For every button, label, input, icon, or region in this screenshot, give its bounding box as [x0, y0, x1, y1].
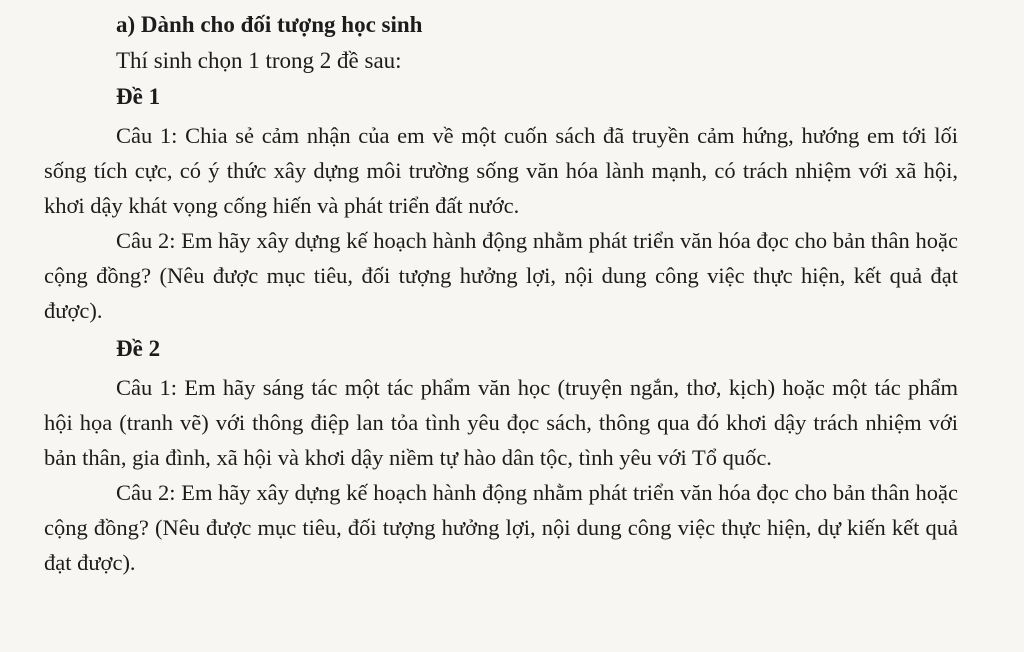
de1-question-2: Câu 2: Em hãy xây dựng kế hoạch hành động nhằm phát triển văn hóa đọc cho bản thân hoặc cộng đồng? (Nêu được mục tiêu, đối tượng hưởng lợi, nội dung công việc thực hiện, kết quả đạt được).	[44, 228, 958, 323]
de2-question-1: Câu 1: Em hãy sáng tác một tác phẩm văn học (truyện ngắn, thơ, kịch) hoặc một tác phẩm hội họa (tranh vẽ) với thông điệp lan tỏa tình yêu đọc sách, thông qua đó khơi dậy trách nhiệm với bản thân, gia đình, xã hội và khơi dậy niềm tự hào dân tộc, tình yêu với Tổ quốc.	[44, 375, 958, 470]
de2-question-2: Câu 2: Em hãy xây dựng kế hoạch hành động nhằm phát triển văn hóa đọc cho bản thân hoặc cộng đồng? (Nêu được mục tiêu, đối tượng hưởng lợi, nội dung công việc thực hiện, dự kiến kết quả đạt được).	[44, 480, 958, 575]
de1-question-1: Câu 1: Chia sẻ cảm nhận của em về một cuốn sách đã truyền cảm hứng, hướng em tới lối sống tích cực, có ý thức xây dựng môi trường sống văn hóa lành mạnh, có trách nhiệm với xã hội, khơi dậy khát vọng cống hiến và phát triển đất nước.	[44, 123, 958, 218]
de2-title: Đề 2	[116, 336, 161, 361]
de1-title: Đề 1	[116, 84, 161, 109]
section-heading: a) Dành cho đối tượng học sinh	[116, 12, 423, 37]
intro-text: Thí sinh chọn 1 trong 2 đề sau:	[116, 48, 402, 73]
